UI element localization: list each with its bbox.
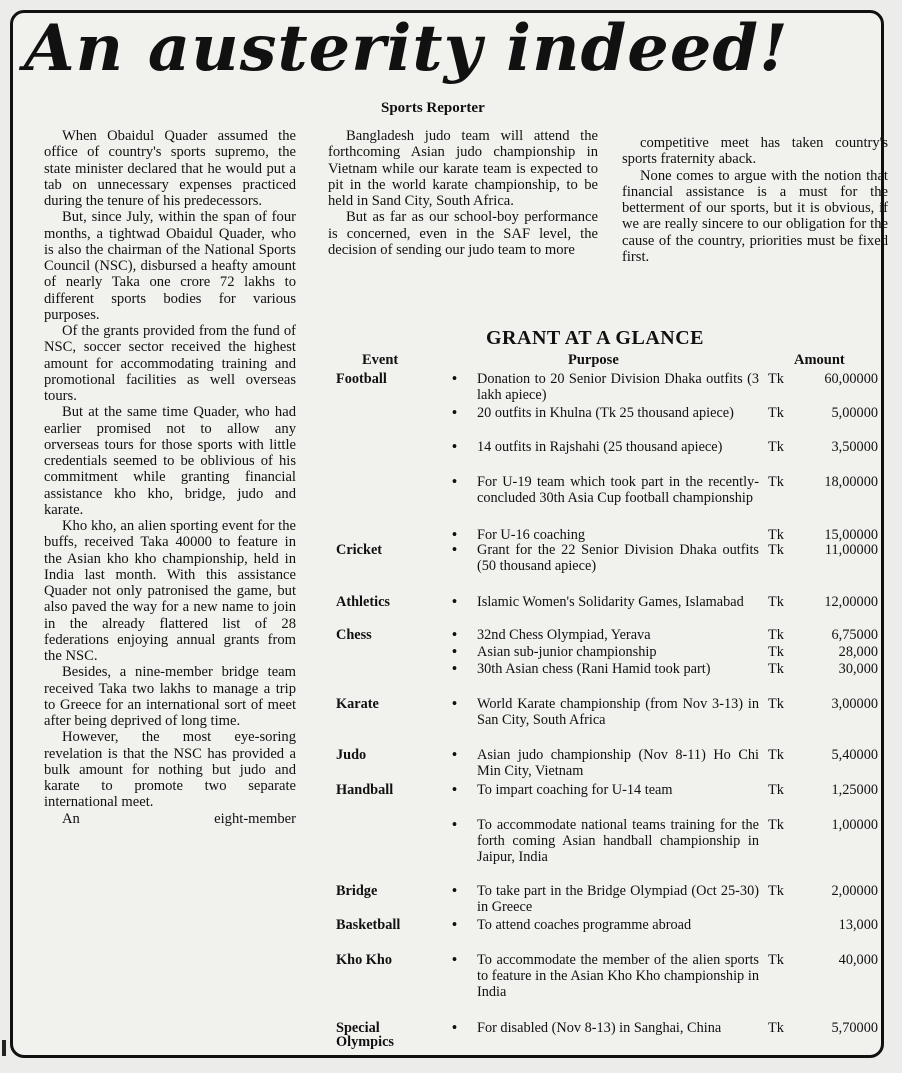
bullet-icon: • [452, 439, 458, 455]
grant-purpose: 32nd Chess Olympiad, Yerava [477, 627, 651, 643]
paragraph: But as far as our school-boy performance is concerned, even in the SAF level, the decision of sending our judo team to more [328, 209, 598, 258]
amount-value: 40,000 [838, 952, 878, 968]
amount-value: 5,00000 [831, 405, 878, 421]
paragraph: competitive meet has taken country's sports fraternity aback. [622, 135, 888, 168]
bullet-icon: • [452, 696, 458, 712]
bullet-icon: • [452, 661, 458, 677]
grant-event: Bridge [336, 883, 378, 899]
currency-label: Tk [768, 371, 784, 387]
grant-event: Football [336, 371, 387, 387]
byline: Sports Reporter [381, 100, 485, 116]
bullet-icon: • [452, 1020, 458, 1036]
grant-event: Karate [336, 696, 379, 712]
currency-label: Tk [768, 542, 784, 558]
currency-label: Tk [768, 1020, 784, 1036]
paragraph: However, the most eye-soring revelation is that the NSC has provided a bulk amount for nothing but judo and karate to promote two separate international meet. [44, 729, 296, 811]
currency-label: Tk [768, 817, 784, 833]
article-column-2 [328, 128, 598, 258]
grant-purpose: For U-16 coaching [477, 527, 585, 543]
article-column-3 [622, 135, 888, 265]
bullet-icon: • [452, 527, 458, 543]
currency-label: Tk [768, 644, 784, 660]
bullet-icon: • [452, 474, 458, 490]
bullet-icon: • [452, 817, 458, 833]
grant-purpose: For U-19 team which took part in the recently-concluded 30th Asia Cup football championship [477, 474, 759, 506]
amount-value: 13,000 [838, 917, 878, 933]
bullet-icon: • [452, 594, 458, 610]
bullet-icon: • [452, 883, 458, 899]
amount-value: 6,75000 [831, 627, 878, 643]
grant-event: Handball [336, 782, 394, 798]
grant-event: Basketball [336, 917, 401, 933]
amount-value: 2,00000 [831, 883, 878, 899]
amount-value: 11,00000 [824, 542, 878, 558]
amount-value: 12,00000 [824, 594, 878, 610]
grant-purpose: For disabled (Nov 8-13) in Sanghai, China [477, 1020, 722, 1036]
headline: An austerity indeed! [24, 11, 789, 86]
grant-table-title: GRANT AT A GLANCE [486, 327, 705, 349]
currency-label: Tk [768, 952, 784, 968]
grant-purpose: Grant for the 22 Senior Division Dhaka outfits (50 thousand apiece) [477, 542, 759, 574]
grant-purpose: To attend coaches programme abroad [477, 917, 692, 933]
currency-label: Tk [768, 405, 784, 421]
grant-purpose: 20 outfits in Khulna (Tk 25 thousand apiece) [477, 405, 734, 421]
amount-value: 1,00000 [831, 817, 878, 833]
grant-purpose: To accommodate the member of the alien sports to feature in the Asian Kho Kho championship in India [477, 952, 759, 1000]
currency-label: Tk [768, 527, 784, 543]
grant-header-purpose: Purpose [568, 352, 619, 368]
paragraph: But at the same time Quader, who had earlier promised not to allow any orverseas tours for those sports with little credentials seemed to be oblivious of his commitment while granting financial assistance kho kho, bridge, judo and karate. [44, 404, 296, 518]
amount-value: 60,00000 [824, 371, 878, 387]
paragraph: Besides, a nine-member bridge team received Taka two lakhs to manage a trip to Greece for an international sort of meet after being deprived of long time. [44, 664, 296, 729]
paragraph: None comes to argue with the notion that financial assistance is a must for the betterment of our sports, but it is obvious, if we are really sincere to our obligation for the cause of the country, priorities must be fixed first. [622, 167, 888, 265]
grant-purpose: 30th Asian chess (Rani Hamid took part) [477, 661, 711, 677]
paragraph: When Obaidul Quader assumed the office of country's sports supremo, the state minister declared that he would put a tab on unnecessary expenses practiced during the tenure of his predecessors. [44, 128, 296, 209]
grant-purpose: To impart coaching for U-14 team [477, 782, 673, 798]
grant-purpose: To take part in the Bridge Olympiad (Oct 25-30) in Greece [477, 883, 759, 915]
currency-label: Tk [768, 439, 784, 455]
currency-label: Tk [768, 883, 784, 899]
currency-label: Tk [768, 627, 784, 643]
amount-value: 28,000 [838, 644, 878, 660]
bullet-icon: • [452, 405, 458, 421]
grant-header-amount: Amount [794, 352, 845, 368]
grant-purpose: Asian sub-junior championship [477, 644, 657, 660]
bullet-icon: • [452, 542, 458, 558]
currency-label: Tk [768, 747, 784, 763]
amount-value: 5,70000 [831, 1020, 878, 1036]
bullet-icon: • [452, 782, 458, 798]
paragraph: But, since July, within the span of four months, a tightwad Obaidul Quader, who is also the chairman of the National Sports Council (NSC), disbursed a heafty amount of nearly Taka one crore 72 lakhs to different sports bodies for various purposes. [44, 209, 296, 323]
bullet-icon: • [452, 627, 458, 643]
amount-value: 30,000 [838, 661, 878, 677]
amount-value: 5,40000 [831, 747, 878, 763]
grant-purpose: World Karate championship (from Nov 3-13) in San City, South Africa [477, 696, 759, 728]
amount-value: 15,00000 [824, 527, 878, 543]
grant-purpose: Islamic Women's Solidarity Games, Islamabad [477, 594, 744, 610]
paragraph: Of the grants provided from the fund of NSC, soccer sector received the highest amount for accommodating training and promotional facilities as well overseas tours. [44, 323, 296, 404]
bullet-icon: • [452, 371, 458, 387]
paragraph: Bangladesh judo team will attend the forthcoming Asian judo championship in Vietnam while our karate team is expected to pit in the world karate championship, to be held in Sand City, South Africa. [328, 128, 598, 209]
currency-label: Tk [768, 594, 784, 610]
grant-event: Special Olympics [336, 1020, 394, 1050]
grant-header-event: Event [362, 352, 399, 368]
bullet-icon: • [452, 747, 458, 763]
paragraph: An eight-member [62, 810, 296, 827]
bullet-icon: • [452, 644, 458, 660]
grant-event: Judo [336, 747, 367, 763]
grant-event: Kho Kho [336, 952, 393, 968]
grant-event: Athletics [336, 594, 390, 610]
grant-event: Chess [336, 627, 372, 643]
grant-purpose: 14 outfits in Rajshahi (25 thousand apiece) [477, 439, 723, 455]
currency-label: Tk [768, 474, 784, 490]
currency-label: Tk [768, 696, 784, 712]
amount-value: 18,00000 [824, 474, 878, 490]
edge-mark [2, 1040, 6, 1056]
grant-purpose: Asian judo championship (Nov 8-11) Ho Chi Min City, Vietnam [477, 747, 759, 779]
currency-label: Tk [768, 661, 784, 677]
paragraph: Kho kho, an alien sporting event for the buffs, received Taka 40000 to feature in the Asian kho kho championship, held in India last month. With this assistance Quader not only patronised the game, but also paved the way for a new name to join in the already flattered list of 28 federations enjoying annual grants from the NSC. [44, 518, 296, 664]
amount-value: 1,25000 [831, 782, 878, 798]
bullet-icon: • [452, 917, 458, 933]
bullet-icon: • [452, 952, 458, 968]
grant-event: Cricket [336, 542, 383, 558]
amount-value: 3,00000 [831, 696, 878, 712]
amount-value: 3,50000 [831, 439, 878, 455]
grant-purpose: To accommodate national teams training for the forth coming Asian handball championship in Jaipur, India [477, 817, 759, 865]
currency-label: Tk [768, 782, 784, 798]
article-column-1 [44, 128, 296, 827]
grant-purpose: Donation to 20 Senior Division Dhaka outfits (3 lakh apiece) [477, 371, 759, 403]
